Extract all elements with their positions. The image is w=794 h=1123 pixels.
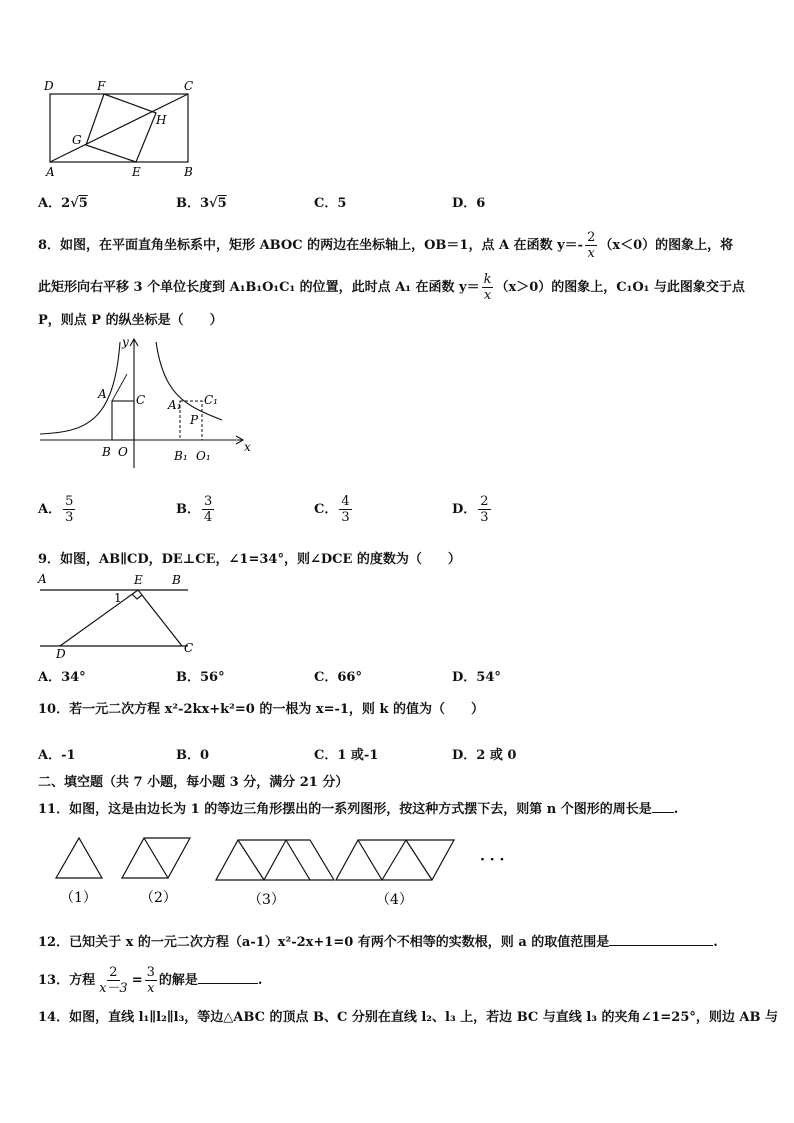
fig8-label-p: P	[190, 413, 199, 427]
fig7-label-b: B	[184, 165, 193, 179]
q10-option-b[interactable]: B．0	[176, 748, 210, 763]
q8-line-1: 8．如图，在平面直角坐标系中，矩形 ABOC 的两边在坐标轴上，OB＝1，点 A 在函数 y＝- $\frac{2}{x}$ （x＜0）的图象上，将	[38, 230, 734, 261]
fig8-label-b1: B₁	[174, 449, 188, 463]
q9-option-a[interactable]: A．34°	[38, 670, 86, 685]
q8-fraction-1: $\frac{2}{x}$	[587, 230, 596, 261]
q7-option-b[interactable]: B．3√5	[176, 196, 227, 211]
q11-text: 11．如图，这是由边长为 1 的等边三角形摆出的一系列图形，按这种方式摆下去，则第 n 个图形的周长是 .	[38, 802, 679, 817]
q10-text: 10．若一元二次方程 x²-2kx+k²=0 的一根为 x=-1，则 k 的值为（ ）	[38, 702, 484, 717]
fig8-label-y: y	[122, 335, 129, 349]
fig8-label-a: A	[98, 387, 107, 401]
fig7-label-d: D	[44, 79, 54, 93]
q9-option-b[interactable]: B．56°	[176, 670, 225, 685]
q13-fraction-2: $\frac{3}{x}$	[146, 965, 155, 996]
fig9-label-c: C	[184, 641, 194, 655]
fig9-label-angle-1: 1	[114, 591, 122, 605]
q14-text: 14．如图，直线 l₁∥l₂∥l₃，等边△ABC 的顶点 B、C 分别在直线 l₂、l₃ 上，若边 BC 与直线 l₃ 的夹角∠1=25°，则边 AB 与	[38, 1010, 779, 1025]
fig9-label-e: E	[134, 573, 143, 587]
q10-option-d[interactable]: D．2 或 0	[452, 748, 517, 763]
fig9-label-a: A	[38, 572, 47, 586]
q7-option-d[interactable]: D．6	[452, 196, 486, 211]
fig11-caption-4: （4）	[376, 892, 413, 908]
fig7-label-h: H	[156, 113, 167, 127]
fig9-label-d: D	[56, 647, 66, 658]
fig8-label-c: C	[136, 393, 146, 407]
fig8-label-o1: O₁	[196, 449, 211, 463]
q11-answer-blank[interactable]	[652, 812, 674, 813]
q12-text: 12．已知关于 x 的一元二次方程（a-1）x²-2x+1=0 有两个不相等的实数根，则 a 的取值范围是 .	[38, 935, 718, 950]
q9-option-d[interactable]: D．54°	[452, 670, 501, 685]
fig9-label-b: B	[172, 573, 181, 587]
q8-line-3: P，则点 P 的纵坐标是（ ）	[38, 313, 223, 328]
fig7-label-c: C	[184, 79, 194, 93]
q10-option-a[interactable]: A．-1	[38, 748, 76, 763]
q8-line-2: 此矩形向右平移 3 个单位长度到 A₁B₁O₁C₁ 的位置，此时点 A₁ 在函数 y＝ $\frac{k}{x}$ （x＞0）的图象上，C₁O₁ 与此图象交于点	[38, 272, 745, 303]
fig7-label-e: E	[132, 165, 141, 179]
q8-fraction-2: $\frac{k}{x}$	[483, 272, 492, 303]
sqrt-symbol: √	[70, 196, 79, 211]
sqrt-symbol: √	[209, 196, 218, 211]
q9-figure	[36, 570, 196, 658]
q9-text: 9．如图，AB∥CD，DE⊥CE，∠1=34°，则∠DCE 的度数为（ ）	[38, 552, 461, 567]
fig8-label-b: B	[102, 445, 111, 459]
fig8-label-a1: A₁	[168, 398, 182, 412]
q7-option-c[interactable]: C．5	[314, 196, 347, 211]
q7-option-a[interactable]: A．2√5	[38, 196, 88, 211]
q11-figure	[40, 830, 520, 916]
fig7-label-a: A	[46, 165, 55, 179]
q8-option-a[interactable]: A． $\frac{5}{3}$	[38, 494, 74, 525]
fig7-label-f: F	[97, 79, 106, 93]
fig11-caption-3: （3）	[248, 892, 285, 908]
q13-text: 13．方程 $\frac{2}{x-3}$ = $\frac{3}{x}$ 的解是 .	[38, 965, 263, 996]
fig8-label-x: x	[244, 440, 251, 454]
fig8-label-o: O	[118, 445, 128, 459]
fig7-label-g: G	[72, 133, 82, 147]
section-heading: 二、填空题（共 7 小题，每小题 3 分，满分 21 分）	[38, 775, 349, 790]
q13-fraction-1: $\frac{2}{x-3}$	[99, 965, 128, 996]
q9-option-c[interactable]: C．66°	[314, 670, 362, 685]
q8-option-b[interactable]: B． $\frac{3}{4}$	[176, 494, 213, 525]
q12-answer-blank[interactable]	[609, 945, 713, 946]
q8-figure	[36, 334, 256, 470]
fig11-caption-2: （2）	[140, 890, 177, 906]
fig8-label-c1: C₁	[204, 393, 218, 407]
q13-answer-blank[interactable]	[198, 983, 258, 984]
q8-option-c[interactable]: C． $\frac{4}{3}$	[314, 494, 350, 525]
q7-figure	[36, 76, 206, 180]
q8-option-d[interactable]: D． $\frac{2}{3}$	[452, 494, 489, 525]
q10-option-c[interactable]: C．1 或-1	[314, 748, 379, 763]
fig11-ellipsis: · · ·	[480, 852, 505, 868]
fig11-caption-1: （1）	[60, 890, 97, 906]
